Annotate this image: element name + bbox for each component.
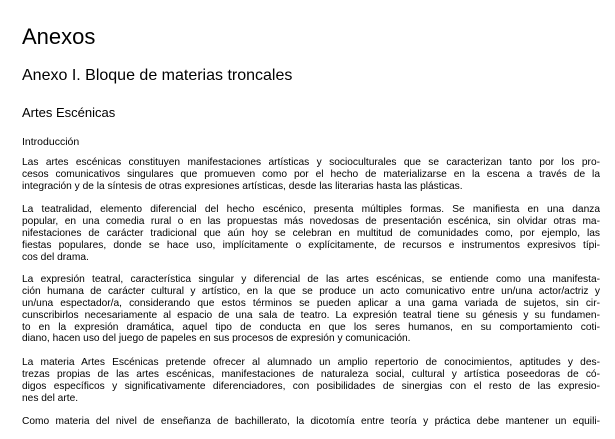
paragraph-line: cesos comunicativos singulares que promueven como por el hecho de materializarse en la escena a través de la [22,168,600,180]
paragraph-line: Las artes escénicas constituyen manifestaciones artísticas y socioculturales que se caracterizan tanto por los pro- [22,157,600,168]
paragraph-line: La expresión teatral, característica singular y diferencial de las artes escénicas, se entiende como una manifesta- [22,274,600,285]
paragraph [22,416,600,428]
paragraph-line: digos específicos y significativamente diferenciadores, con posibilidades de sinergias con el resto de las expresio- [22,380,600,392]
page-title: Anexos [22,24,96,49]
paragraph-line: Como materia del nivel de enseñanza de bachillerato, la dicotomía entre teoría y práctica debe mantener un equili- [22,416,600,427]
paragraph-line: cunscribirlos necesariamente al espacio de una sala de teatro. La expresión teatral tiene su génesis y su fundamen- [22,309,600,321]
paragraph-line: nes del arte. [22,392,79,404]
paragraph-line: trezas propias de las artes escénicas, manifestaciones de naturaleza social, cultural y artística poseedoras de có- [22,368,600,380]
paragraph [22,274,600,345]
paragraph-line: fiestas populares, donde se hace uso, implícitamente o explícitamente, de recursos e instrumentos expresivos típi- [22,239,600,251]
paragraph-line: popular, en una comedia rural o en las propuestas más novedosas de presentación escénica, sin olvidar otras ma- [22,215,600,227]
paragraph-line: nifestaciones de carácter tradicional que aún hoy se celebran en multitud de comunidades como, por ejemplo, las [22,227,600,239]
paragraph-line: diano, hacen uso del juego de papeles en sus procesos de expresión y comunicación. [22,333,411,345]
section-heading: Introducción [22,136,80,148]
paragraph-line: to en la expresión dramática, aquel tipo de conducta en que los seres humanos, en su comportamiento coti- [22,321,600,333]
paragraph-line: un/una espectador/a, considerando que estos términos se pueden aplicar a una gama variada de sujetos, sin cir- [22,297,600,309]
paragraph-line: La materia Artes Escénicas pretende ofrecer al alumnado un amplio repertorio de conocimientos, aptitudes y des- [22,357,600,368]
paragraph-line: La teatralidad, elemento diferencial del hecho escénico, presenta múltiples formas. Se manifiesta en una danza [22,204,600,215]
paragraph-line: cos del drama. [22,251,89,263]
paragraph-line: integración y de la síntesis de otras expresiones artísticas, desde las literarias hasta las plásticas. [22,180,463,192]
paragraph [22,157,600,193]
paragraph [22,357,600,405]
paragraph [22,204,600,263]
annex-heading: Anexo I. Bloque de materias troncales [22,67,293,84]
subject-heading: Artes Escénicas [22,105,116,120]
paragraph-line: ción humana de carácter cultural y artístico, en la que se produce un acto comunicativo entre un/una actor/actriz y [22,285,600,297]
